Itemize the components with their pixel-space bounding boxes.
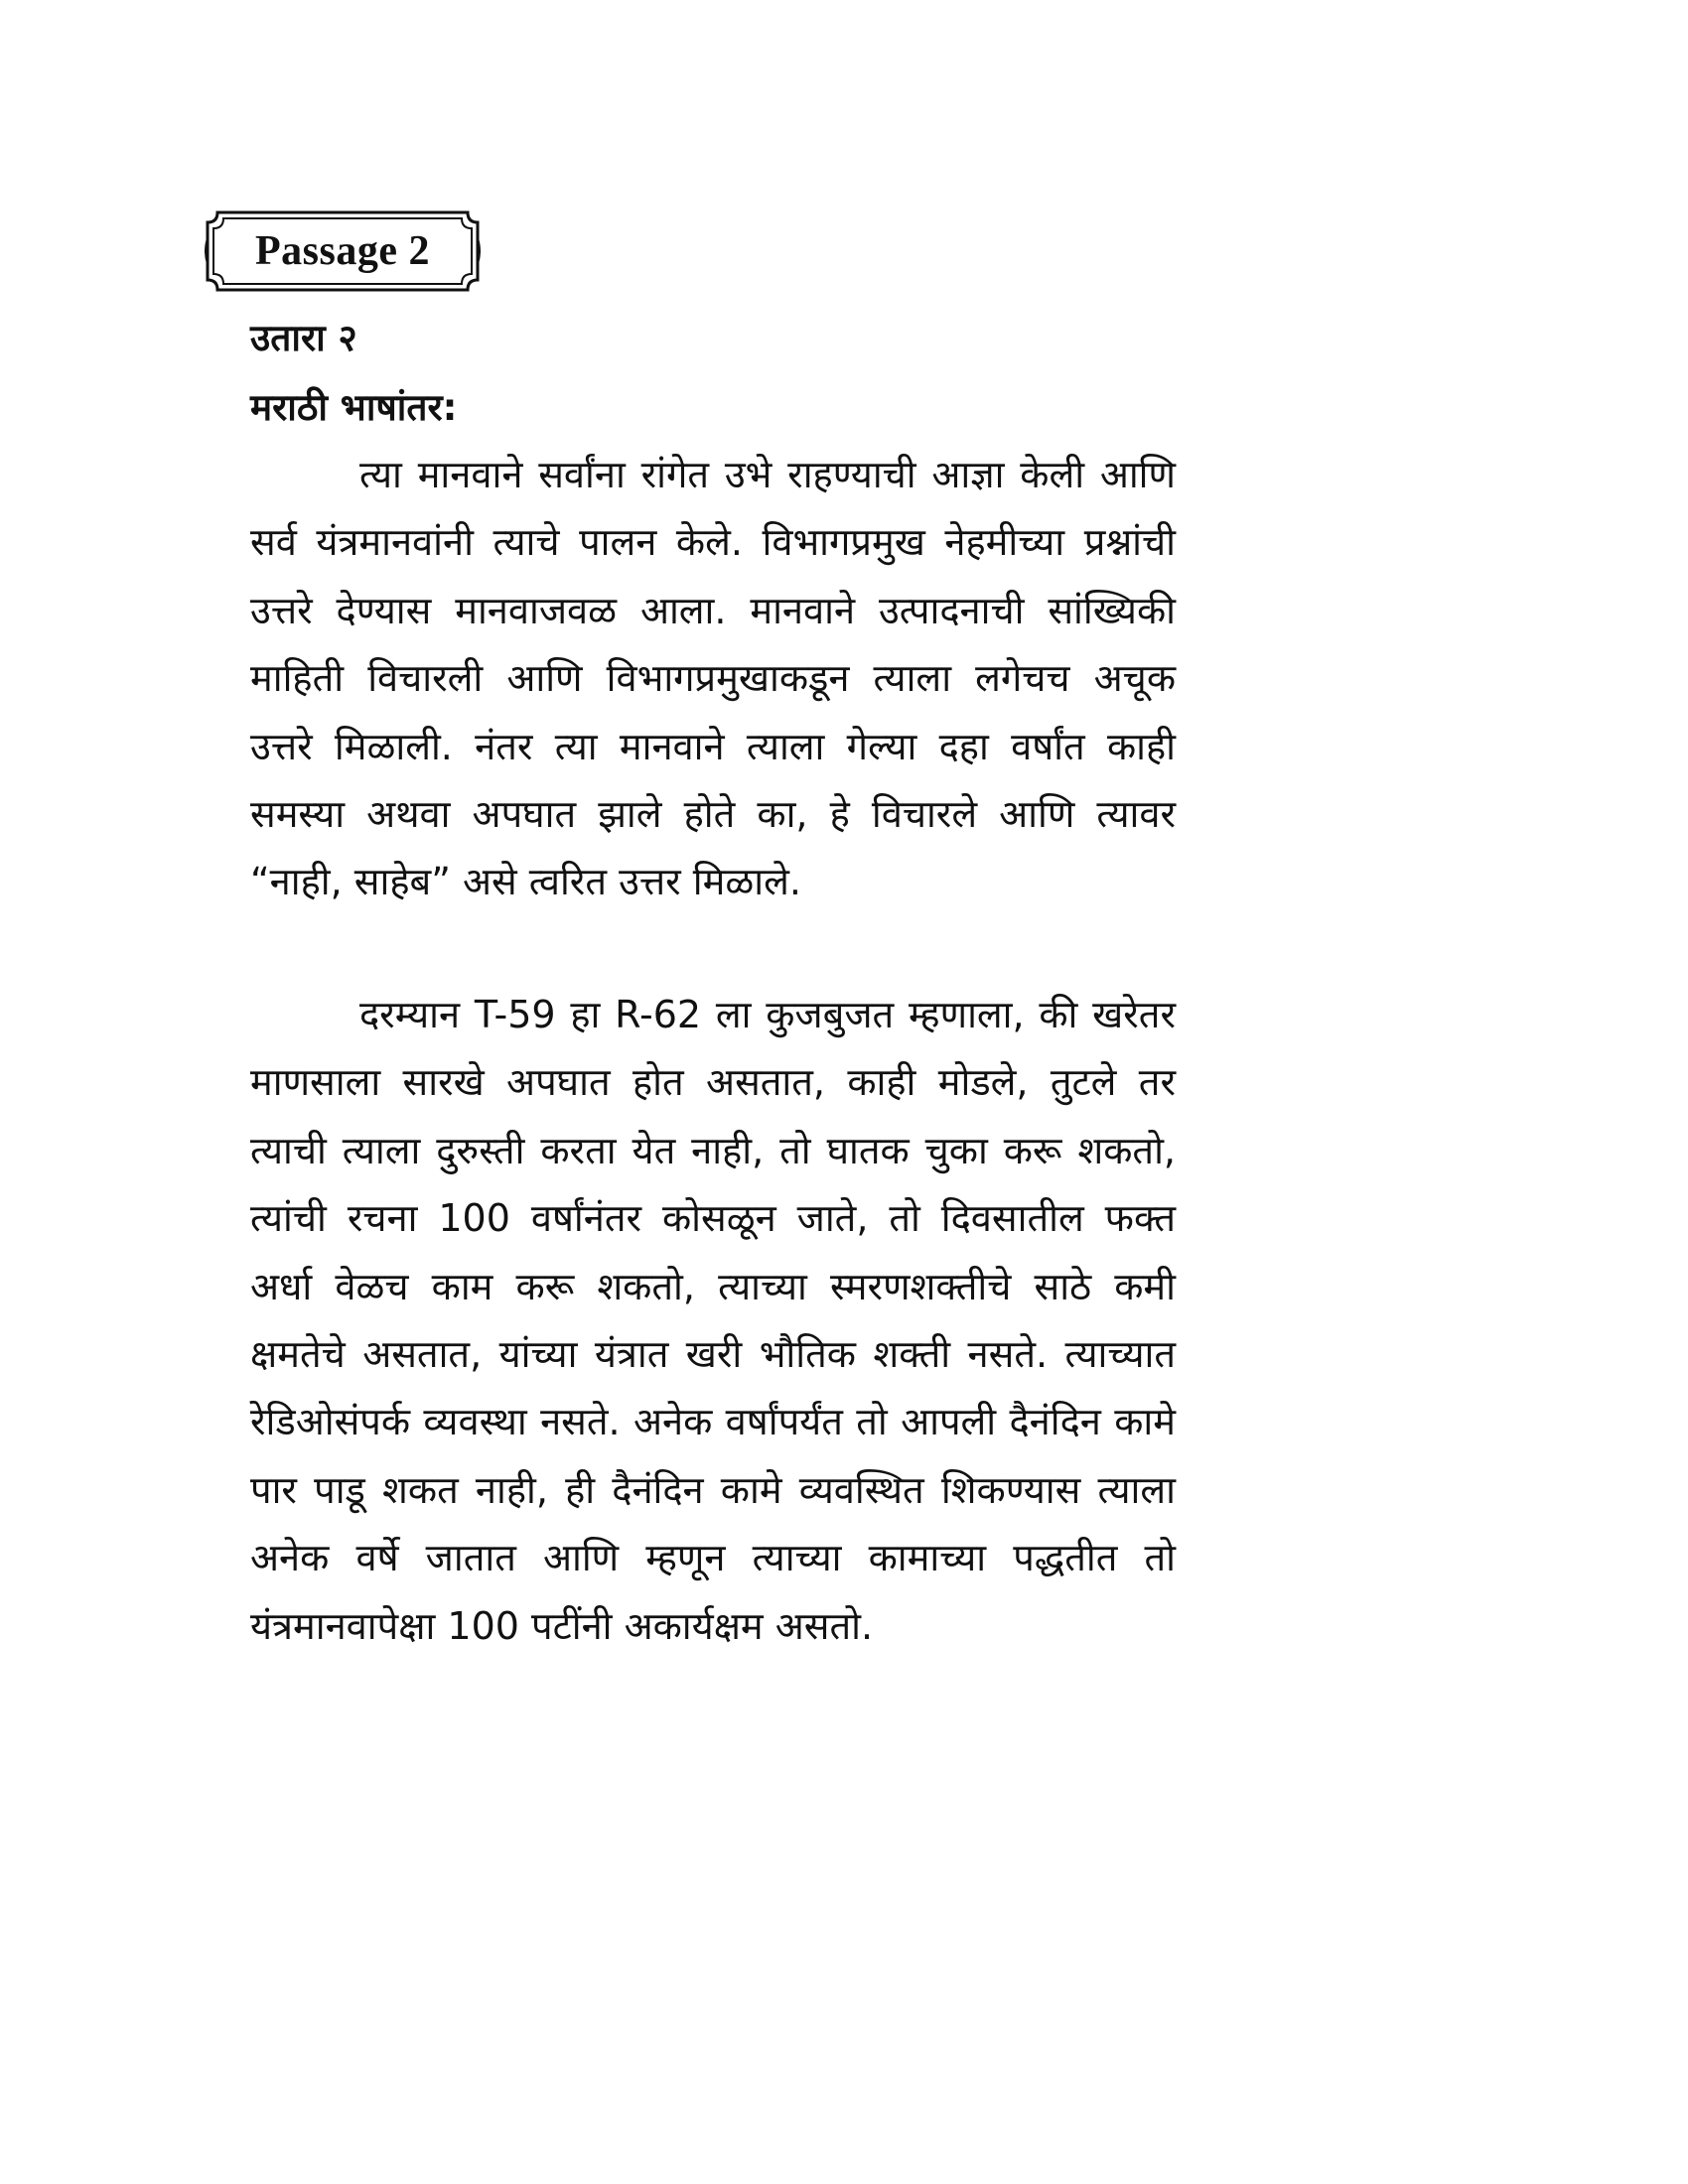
translation-subheading: मराठी भाषांतर: xyxy=(250,386,458,429)
paragraph-1: त्या मानवाने सर्वांना रांगेत उभे राहण्याची आज्ञा केली आणि सर्व यंत्रमानवांनी त्याचे पालन केले. विभागप्रमुख नेहमीच्या प्रश्नांची उत्तरे देण्यास मानवाजवळ आला. मानवाने उत्पादनाची सांख्यिकी माहिती विचारली आणि विभागप्रमुखाकडून त्याला लगेचच अचूक उत्तरे मिळाली. नंतर त्या मानवाने त्याला गेल्या दहा वर्षांत काही समस्या अथवा अपघात झाले होते का, हे विचारले आणि त्यावर “नाही, साहेब” असे त्वरित उत्तर मिळाले. xyxy=(250,453,1176,904)
section-heading: उतारा २ xyxy=(250,317,357,359)
passage-badge xyxy=(204,208,482,294)
passage-label: Passage 2 xyxy=(255,228,430,274)
paragraph-2: दरम्यान T-59 हा R-62 ला कुजबुजत म्हणाला, की खरेतर माणसाला सारखे अपघात होत असतात, काही मोडले, तुटले तर त्याची त्याला दुरुस्ती करता येत नाही, तो घातक चुका करू शकतो, त्यांची रचना 100 वर्षांनंतर कोसळून जाते, तो दिवसातील फक्त अर्धा वेळच काम करू शकतो, त्याच्या स्मरणशक्तीचे साठे कमी क्षमतेचे असतात, यांच्या यंत्रात खरी भौतिक शक्ती नसते. त्याच्यात रेडिओसंपर्क व्यवस्था नसते. अनेक वर्षांपर्यंत तो आपली दैनंदिन कामे पार पाडू शकत नाही, ही दैनंदिन कामे व्यवस्थित शिकण्यास त्याला अनेक वर्षे जातात आणि म्हणून त्याच्या कामाच्या पद्धतीत तो यंत्रमानवापेक्षा 100 पटींनी अकार्यक्षम असतो. xyxy=(250,993,1176,1648)
